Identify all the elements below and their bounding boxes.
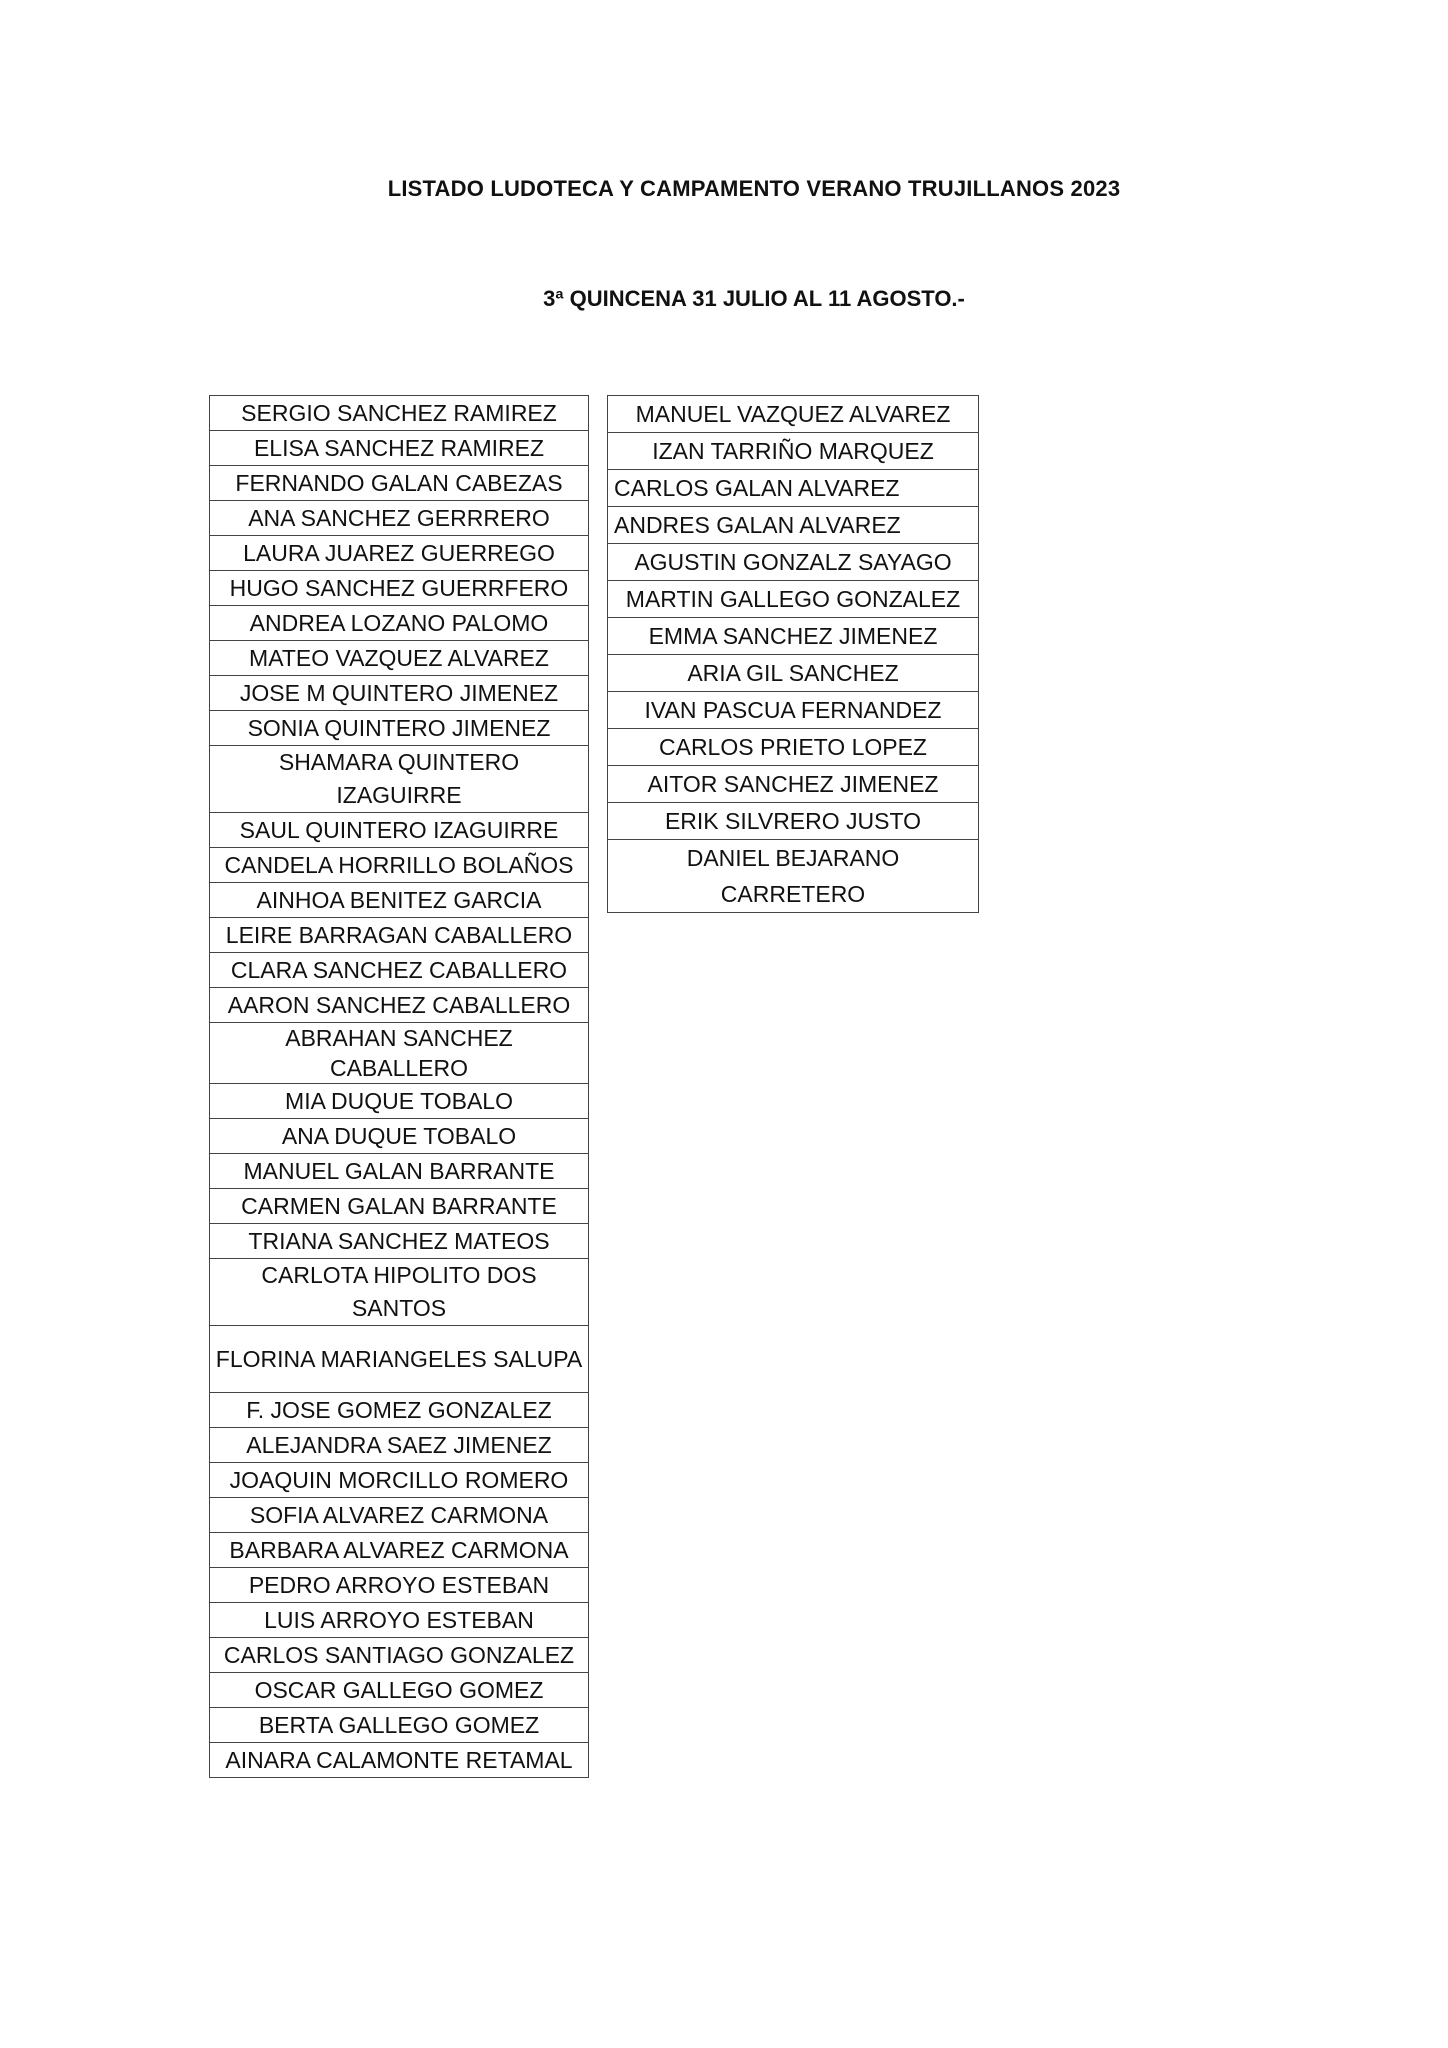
table-row	[210, 466, 589, 501]
name-cell: ANDREA LOZANO PALOMO	[210, 606, 589, 641]
table-row	[608, 692, 979, 729]
table-row	[210, 1533, 589, 1568]
name-cell: MANUEL VAZQUEZ ALVAREZ	[608, 396, 979, 433]
name-cell: JOAQUIN MORCILLO ROMERO	[210, 1463, 589, 1498]
table-row	[210, 1428, 589, 1463]
table-row	[210, 711, 589, 746]
table-row	[210, 1023, 589, 1084]
name-cell: ARIA GIL SANCHEZ	[608, 655, 979, 692]
table-row	[210, 1259, 589, 1326]
name-cell: HUGO SANCHEZ GUERRFERO	[210, 571, 589, 606]
name-cell: MARTIN GALLEGO GONZALEZ	[608, 581, 979, 618]
name-cell: LAURA JUAREZ GUERREGO	[210, 536, 589, 571]
table-row	[210, 1603, 589, 1638]
name-cell: CARLOS GALAN ALVAREZ	[608, 470, 979, 507]
name-cell: EMMA SANCHEZ JIMENEZ	[608, 618, 979, 655]
table-row	[608, 470, 979, 507]
table-row	[608, 396, 979, 433]
name-cell: AGUSTIN GONZALZ SAYAGO	[608, 544, 979, 581]
name-cell: FERNANDO GALAN CABEZAS	[210, 466, 589, 501]
table-row	[608, 433, 979, 470]
name-cell: DANIEL BEJARANO CARRETERO	[608, 840, 979, 913]
name-cell: JOSE M QUINTERO JIMENEZ	[210, 676, 589, 711]
name-cell: CARLOTA HIPOLITO DOS SANTOS	[210, 1259, 589, 1326]
table-row	[210, 536, 589, 571]
name-cell: AARON SANCHEZ CABALLERO	[210, 988, 589, 1023]
name-cell: LUIS ARROYO ESTEBAN	[210, 1603, 589, 1638]
name-cell: AINHOA BENITEZ GARCIA	[210, 883, 589, 918]
name-cell: IVAN PASCUA FERNANDEZ	[608, 692, 979, 729]
table-row	[210, 606, 589, 641]
table-row	[608, 655, 979, 692]
name-cell: IZAN TARRIÑO MARQUEZ	[608, 433, 979, 470]
table-row	[210, 1224, 589, 1259]
name-cell: AITOR SANCHEZ JIMENEZ	[608, 766, 979, 803]
document-title: LISTADO LUDOTECA Y CAMPAMENTO VERANO TRUJILLANOS 2023	[387, 176, 1121, 201]
table-row	[608, 507, 979, 544]
name-cell: F. JOSE GOMEZ GONZALEZ	[210, 1393, 589, 1428]
name-cell: CANDELA HORRILLO BOLAÑOS	[210, 848, 589, 883]
name-cell: SONIA QUINTERO JIMENEZ	[210, 711, 589, 746]
name-cell: SAUL QUINTERO IZAGUIRRE	[210, 813, 589, 848]
table-row	[210, 1568, 589, 1603]
name-cell: BERTA GALLEGO GOMEZ	[210, 1708, 589, 1743]
name-cell: BARBARA ALVAREZ CARMONA	[210, 1533, 589, 1568]
table-row	[210, 396, 589, 431]
name-cell: MATEO VAZQUEZ ALVAREZ	[210, 641, 589, 676]
table-row	[210, 953, 589, 988]
table-row	[210, 1743, 589, 1778]
name-cell: SERGIO SANCHEZ RAMIREZ	[210, 396, 589, 431]
table-row	[210, 1119, 589, 1154]
table-row	[210, 431, 589, 466]
name-cell: OSCAR GALLEGO GOMEZ	[210, 1673, 589, 1708]
table-row	[210, 813, 589, 848]
table-row	[210, 1708, 589, 1743]
table-row	[210, 1673, 589, 1708]
table-row	[210, 746, 589, 813]
table-row	[608, 618, 979, 655]
table-row	[210, 1638, 589, 1673]
table-row	[210, 1154, 589, 1189]
table-row	[608, 729, 979, 766]
table-row	[210, 918, 589, 953]
table-row	[608, 581, 979, 618]
name-cell: ALEJANDRA SAEZ JIMENEZ	[210, 1428, 589, 1463]
table-row	[608, 544, 979, 581]
name-cell: ELISA SANCHEZ RAMIREZ	[210, 431, 589, 466]
table-row	[608, 840, 979, 913]
name-cell: CARMEN GALAN BARRANTE	[210, 1189, 589, 1224]
left-name-list	[209, 395, 589, 1778]
name-cell: ANDRES GALAN ALVAREZ	[608, 507, 979, 544]
name-cell: CLARA SANCHEZ CABALLERO	[210, 953, 589, 988]
name-cell: SHAMARA QUINTERO IZAGUIRRE	[210, 746, 589, 813]
name-cell: LEIRE BARRAGAN CABALLERO	[210, 918, 589, 953]
name-cell: CARLOS SANTIAGO GONZALEZ	[210, 1638, 589, 1673]
name-cell: ABRAHAN SANCHEZ CABALLERO	[210, 1023, 589, 1084]
name-cell: FLORINA MARIANGELES SALUPA	[210, 1326, 589, 1393]
table-row	[210, 848, 589, 883]
table-row	[210, 1393, 589, 1428]
name-cell: MANUEL GALAN BARRANTE	[210, 1154, 589, 1189]
table-row	[210, 883, 589, 918]
name-cell: ANA DUQUE TOBALO	[210, 1119, 589, 1154]
name-cell: ANA SANCHEZ GERRRERO	[210, 501, 589, 536]
table-row	[210, 1498, 589, 1533]
table-row	[210, 676, 589, 711]
table-row	[210, 501, 589, 536]
table-row	[210, 641, 589, 676]
document-subtitle: 3ª QUINCENA 31 JULIO AL 11 AGOSTO.-	[543, 286, 965, 311]
table-row	[210, 988, 589, 1023]
table-row	[210, 1326, 589, 1393]
table-row	[210, 1189, 589, 1224]
table-row	[608, 803, 979, 840]
table-row	[210, 1463, 589, 1498]
name-cell: SOFIA ALVAREZ CARMONA	[210, 1498, 589, 1533]
table-row	[210, 1084, 589, 1119]
table-row	[608, 766, 979, 803]
name-cell: PEDRO ARROYO ESTEBAN	[210, 1568, 589, 1603]
right-name-list	[607, 395, 979, 913]
table-row	[210, 571, 589, 606]
name-cell: ERIK SILVRERO JUSTO	[608, 803, 979, 840]
name-cell: TRIANA SANCHEZ MATEOS	[210, 1224, 589, 1259]
name-cell: CARLOS PRIETO LOPEZ	[608, 729, 979, 766]
name-cell: AINARA CALAMONTE RETAMAL	[210, 1743, 589, 1778]
name-cell: MIA DUQUE TOBALO	[210, 1084, 589, 1119]
